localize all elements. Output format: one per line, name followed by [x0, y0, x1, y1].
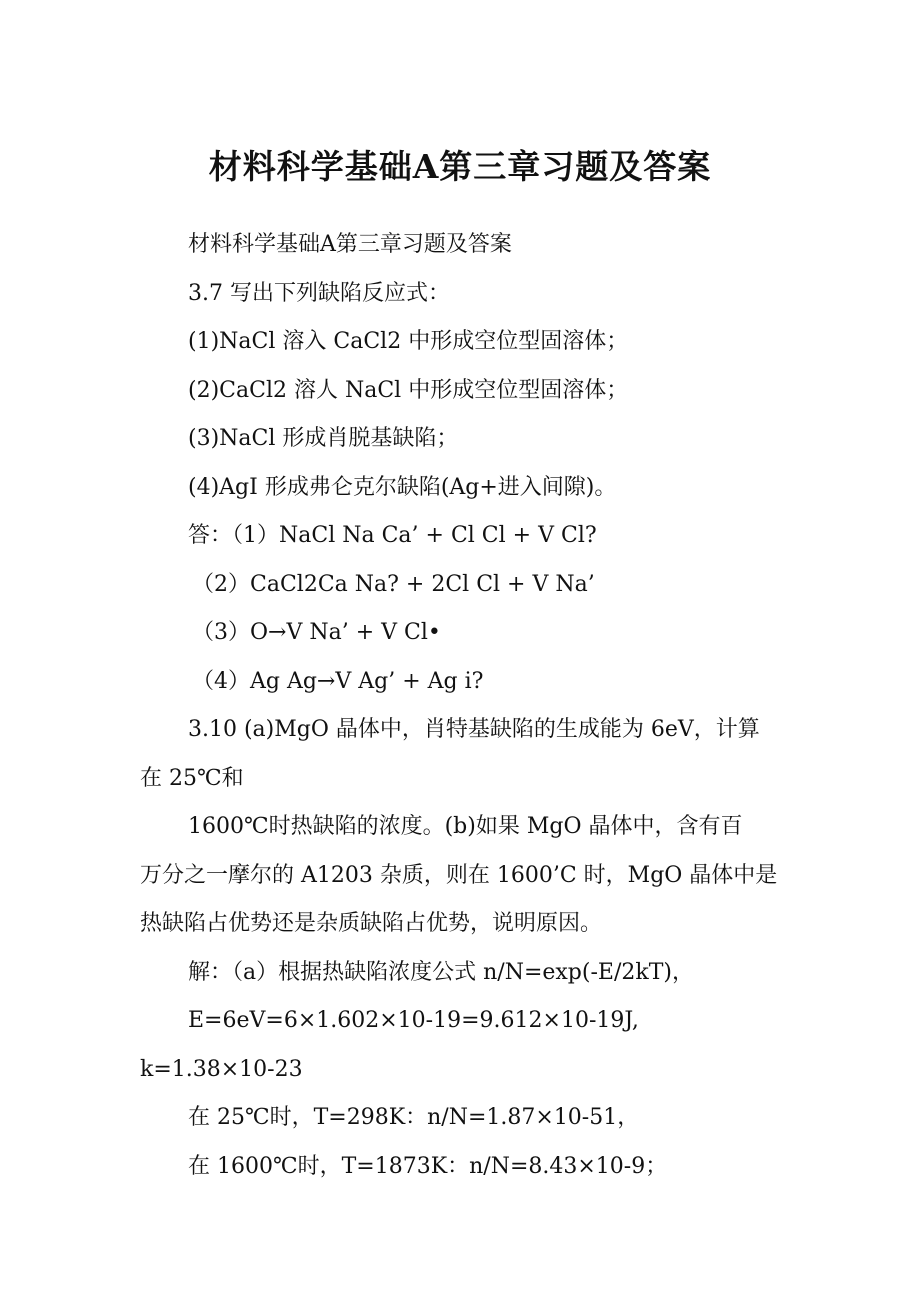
answer-3-7-line-3: （3）O→V Na’ + V Cl•	[192, 620, 441, 645]
solution-3-10-line-1: 解：（a）根据热缺陷浓度公式 n/N=exp(-E/2kT)，	[188, 959, 694, 985]
question-3-10-line-3: 1600℃时热缺陷的浓度。(b)如果 MgO 晶体中，含有百	[188, 814, 743, 839]
body-line-title-repeat: 材料科学基础A第三章习题及答案	[188, 232, 512, 257]
question-3-7-item-4: (4)AgI 形成弗仑克尔缺陷(Ag+进入间隙)。	[188, 474, 617, 500]
question-3-7-item-2: (2)CaCl2 溶人 NaCl 中形成空位型固溶体；	[188, 377, 629, 403]
question-3-7-item-3: (3)NaCl 形成肖脱基缺陷；	[188, 426, 459, 451]
answer-3-7-line-2: （2）CaCl2Ca Na? + 2Cl Cl + V Na’	[192, 571, 595, 597]
document-body	[140, 221, 785, 1191]
solution-3-10-line-3: k=1.38×10-23	[140, 1056, 303, 1082]
question-3-10-line-5: 热缺陷占优势还是杂质缺陷占优势，说明原因。	[140, 911, 603, 936]
question-3-7-heading: 3.7 写出下列缺陷反应式：	[188, 280, 450, 306]
question-3-10-line-2: 在 25℃和	[140, 765, 244, 791]
answer-3-7-line-4: （4）Ag Ag→V Ag’ + Ag i?	[192, 668, 484, 694]
solution-3-10-line-2: E=6eV=6×1.602×10-19=9.612×10-19J,	[188, 1008, 639, 1033]
question-3-10-line-4: 万分之一摩尔的 A1203 杂质，则在 1600’C 时，MgO 晶体中是	[140, 862, 778, 888]
solution-3-10-line-5: 在 1600℃时，T=1873K：n/N=8.43×10-9；	[188, 1153, 668, 1179]
document-title: 材料科学基础A第三章习题及答案	[208, 147, 712, 186]
answer-3-7-line-1: 答：（1）NaCl Na Ca’ + Cl Cl + V Cl?	[188, 523, 597, 548]
question-3-10-line-1: 3.10 (a)MgO 晶体中，肖特基缺陷的生成能为 6eV，计算	[188, 717, 760, 742]
solution-3-10-line-4: 在 25℃时，T=298K：n/N=1.87×10-51，	[188, 1105, 640, 1130]
question-3-7-item-1: (1)NaCl 溶入 CaCl2 中形成空位型固溶体；	[188, 329, 629, 354]
